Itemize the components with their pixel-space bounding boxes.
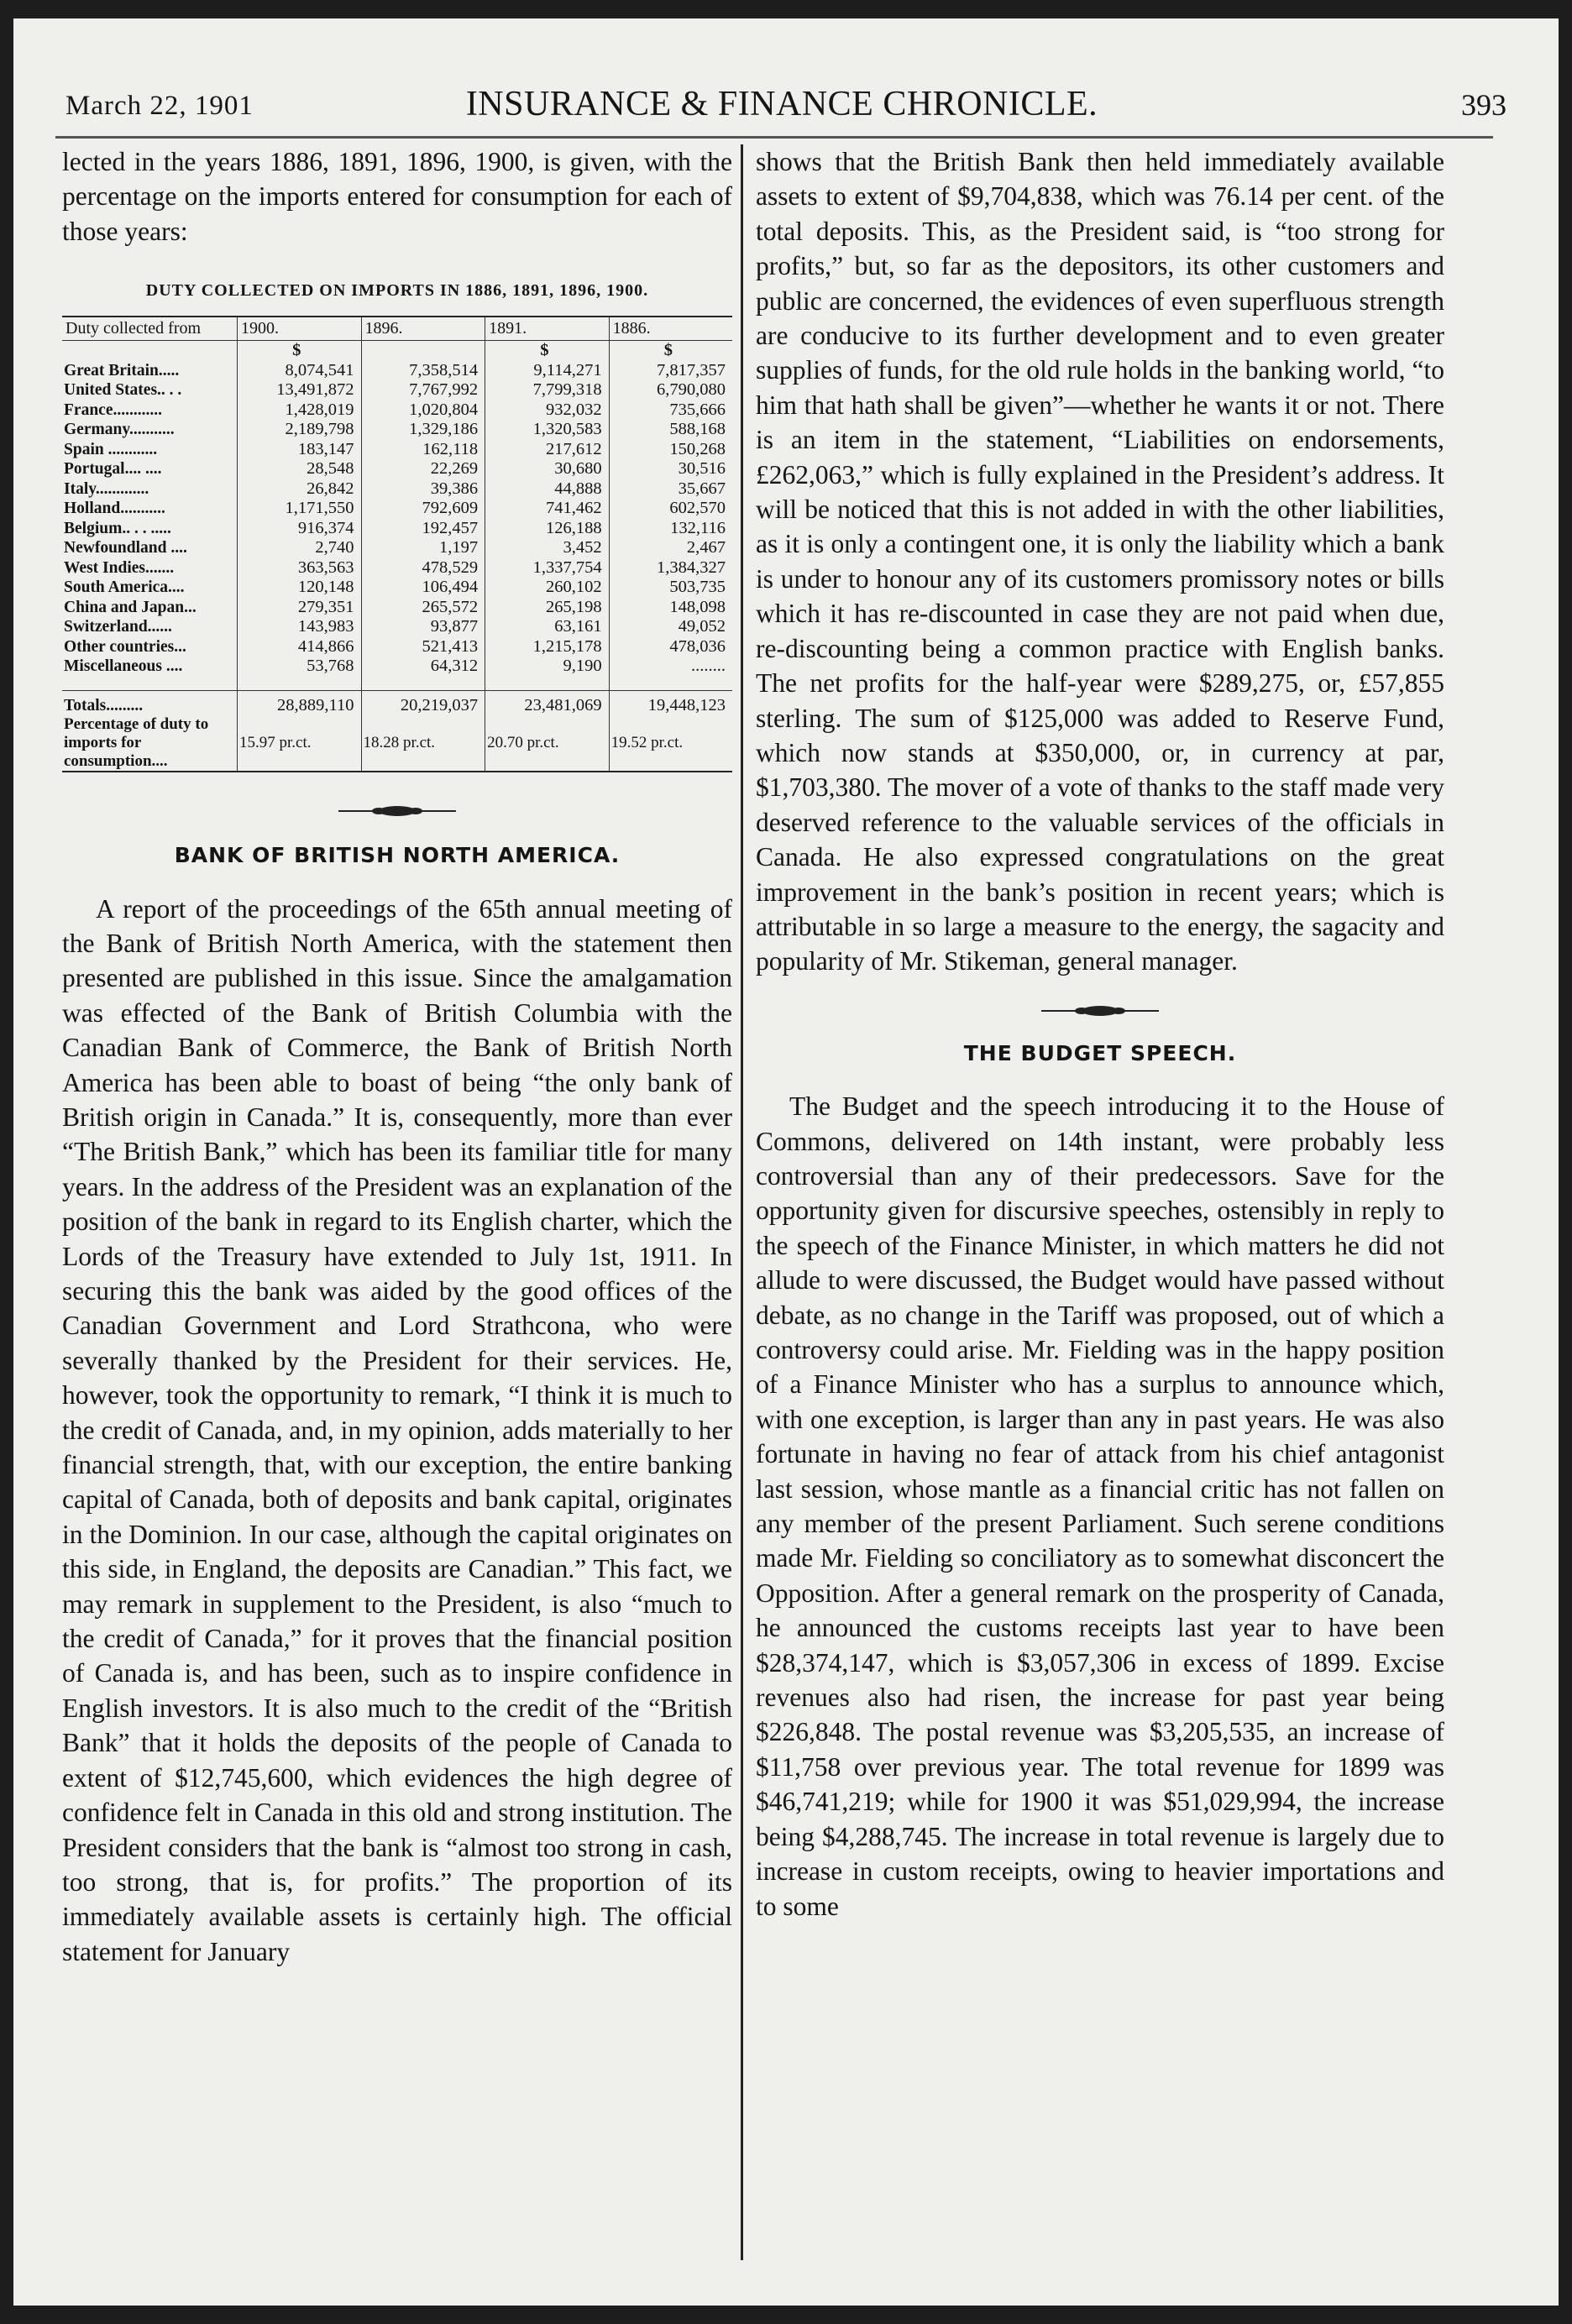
value-cell: 1,329,186 xyxy=(361,420,485,440)
table-row xyxy=(62,578,732,598)
value-cell: 265,198 xyxy=(485,598,610,618)
column-header: Duty collected from xyxy=(62,317,238,341)
value-cell: 792,609 xyxy=(361,499,485,519)
value-cell: 22,269 xyxy=(361,459,485,479)
value-cell: 19.52 pr.ct. xyxy=(609,715,732,772)
unit-cell: $ xyxy=(663,341,673,360)
table-row xyxy=(62,538,732,558)
value-cell: 64,312 xyxy=(361,657,485,677)
value-cell: 28,889,110 xyxy=(238,690,362,715)
value-cell: 23,481,069 xyxy=(485,690,610,715)
value-cell: 260,102 xyxy=(485,578,610,598)
value-cell: 916,374 xyxy=(238,519,362,539)
table-row xyxy=(62,420,732,440)
value-cell: 19,448,123 xyxy=(609,690,732,715)
value-cell: 28,548 xyxy=(238,459,362,479)
row-label: Miscellaneous .... xyxy=(62,657,238,677)
value-cell: 7,799,318 xyxy=(485,380,610,400)
table-row xyxy=(62,361,732,381)
value-cell: 120,148 xyxy=(238,578,362,598)
value-cell: 162,118 xyxy=(361,440,485,460)
table-row xyxy=(62,637,732,657)
row-label: Holland........... xyxy=(62,499,238,519)
page-header xyxy=(55,72,1506,133)
table-row xyxy=(62,459,732,479)
value-cell: 1,428,019 xyxy=(238,400,362,421)
value-cell: 8,074,541 xyxy=(238,361,362,381)
column-divider xyxy=(741,144,743,2260)
table-row xyxy=(62,479,732,500)
table-caption: DUTY COLLECTED ON IMPORTS IN 1886, 1891, 1896, 1900. xyxy=(145,281,649,301)
table-row xyxy=(62,657,732,677)
value-cell: 35,667 xyxy=(678,479,726,498)
row-label: France............ xyxy=(62,400,238,421)
value-cell: 1,020,804 xyxy=(361,400,485,421)
value-cell: 30,516 xyxy=(678,459,726,479)
value-cell: 1,171,550 xyxy=(238,499,362,519)
value-cell: 1,320,583 xyxy=(485,420,610,440)
value-cell: 93,877 xyxy=(361,617,485,637)
value-cell: 1,384,327 xyxy=(657,557,726,577)
value-cell: 183,147 xyxy=(238,440,362,460)
row-label: United States.. . . xyxy=(62,380,238,400)
value-cell: 106,494 xyxy=(361,578,485,598)
value-cell: 150,268 xyxy=(669,439,726,458)
row-label: Other countries... xyxy=(62,637,238,657)
table-row xyxy=(62,558,732,578)
units-row xyxy=(62,341,732,361)
value-cell: 1,197 xyxy=(361,538,485,558)
row-label: Germany........... xyxy=(62,420,238,440)
value-cell: 1,215,178 xyxy=(485,637,610,657)
value-cell: 735,666 xyxy=(669,400,726,419)
value-cell: 9,190 xyxy=(485,657,610,677)
header-rule xyxy=(55,136,1493,139)
row-label: South America.... xyxy=(62,578,238,598)
unit-cell xyxy=(361,341,485,361)
row-label: Italy............. xyxy=(62,479,238,500)
ornament-divider xyxy=(338,804,456,818)
bank-article-heading: BANK OF BRITISH NORTH AMERICA. xyxy=(174,843,621,868)
value-cell: 143,983 xyxy=(238,617,362,637)
value-cell: 63,161 xyxy=(485,617,610,637)
value-cell: 363,563 xyxy=(238,558,362,578)
left-column xyxy=(62,144,732,1969)
value-cell: 26,842 xyxy=(238,479,362,500)
value-cell: 2,740 xyxy=(238,538,362,558)
value-cell: 414,866 xyxy=(238,637,362,657)
value-cell: 44,888 xyxy=(485,479,610,500)
spacer-cell xyxy=(361,677,485,691)
value-cell: 741,462 xyxy=(485,499,610,519)
page-number: 393 xyxy=(1461,88,1506,122)
table-row xyxy=(62,598,732,618)
budget-article-body: The Budget and the speech introducing it to the House of Commons, delivered on 14th instant, were probably less controversial than any of their predecessors. Save for the opportunity given for discursive speeches, ostensibly in reply to the speech of the Finance Minister, in which matters he did not allude to were discussed, the Budget would have passed without debate, as no change in the Tariff was proposed, out of which a controversy could arise. Mr. Fielding was in the happy position of a Finance Minister who has a surplus to announce which, with one exception, is larger than any in past years. He was also fortunate in having no fear of attack from his chief antagonist last session, whose mantle as a financial critic has not fallen on any member of the present Parliament. Such serene conditions made Mr. Fielding so conciliatory as to somewhat disconcert the Opposition. After a general remark on the prosperity of Canada, he announced the customs receipts last year to have been $28,374,147, which is $3,057,306 in excess of 1899. Excise revenues also had risen, the increase for past year being $226,848. The postal revenue was $3,205,535, an increase of $11,758 over previous year. The total revenue for 1899 was $46,741,219; while for 1900 it was $51,029,994, the increase being $4,288,745. The increase in total revenue is largely due to increase in custom receipts, owing to heavier importations and to some xyxy=(756,1091,1444,1921)
row-label: Switzerland...... xyxy=(62,617,238,637)
newspaper-page xyxy=(13,18,1559,2306)
value-cell: 217,612 xyxy=(485,440,610,460)
column-header: 1886. xyxy=(609,317,732,341)
spacer-cell xyxy=(485,677,610,691)
intro-paragraph: lected in the years 1886, 1891, 1896, 1900, is given, with the percentage on the imports entered for consumption for each of those years: xyxy=(62,147,732,246)
table-body xyxy=(62,341,732,772)
unit-cell xyxy=(62,341,238,361)
value-cell: 126,188 xyxy=(485,519,610,539)
value-cell: 9,114,271 xyxy=(485,361,610,381)
column-header: 1900. xyxy=(238,317,362,341)
spacer-cell xyxy=(62,677,238,691)
value-cell: 15.97 pr.ct. xyxy=(238,715,362,772)
value-cell: 7,817,357 xyxy=(657,360,726,379)
row-label: Spain ............ xyxy=(62,440,238,460)
value-cell: 7,358,514 xyxy=(361,361,485,381)
row-label: Portugal.... .... xyxy=(62,459,238,479)
row-label: Newfoundland .... xyxy=(62,538,238,558)
row-label: Belgium.. . . ..... xyxy=(62,519,238,539)
value-cell: 18.28 pr.ct. xyxy=(361,715,485,772)
budget-article-heading: THE BUDGET SPEECH. xyxy=(963,1040,1237,1065)
table-row xyxy=(62,499,732,519)
spacer-cell xyxy=(238,677,362,691)
row-label: Percentage of duty to imports for consumption.... xyxy=(62,715,238,772)
table-row xyxy=(62,519,732,539)
value-cell: 192,457 xyxy=(361,519,485,539)
issue-date: March 22, 1901 xyxy=(66,91,254,121)
value-cell: 503,735 xyxy=(669,578,726,597)
column-header: 1896. xyxy=(361,317,485,341)
percentage-row xyxy=(62,715,732,772)
value-cell: 20.70 pr.ct. xyxy=(485,715,610,772)
right-column xyxy=(756,144,1444,1924)
value-cell: 521,413 xyxy=(361,637,485,657)
value-cell: 7,767,992 xyxy=(361,380,485,400)
bank-article-continuation: shows that the British Bank then held immediately available assets to extent of $9,704,838, which was 76.14 per cent. of the total deposits. This, as the President said, is “too strong for profits,” but, so far as the depositors, its other customers and public are concerned, the evidences of even superfluous strength are conducive to its further development and to even greater supplies of funds, for the old rule holds in the banking world, “to him that hath shall be given”—whether he wants it or not. There is an item in the statement, “Liabilities on endorsements, £262,063,” which is fully explained in the President’s address. It will be noticed that this is not added in with the other liabilities, as it is only a contingent one, it is only the liability which a bank is under to honour any of its customers promissory notes or bills which it has re-discounted in case they are not paid when due, re-discounting being a common practice with English banks. The net profits for the half-year were $289,275, or, £57,855 sterling. The sum of $125,000 was added to Reserve Fund, which now stands at $350,000, or, in currency at par, $1,703,380. The mover of a vote of thanks to the staff made very deserved reference to the valuable services of the officials in Canada. He also expressed congratulations on the great improvement in the bank’s position in recent years; which is attributable in so large a measure to the energy, the sagacity and popularity of Mr. Stikeman, general manager. xyxy=(756,147,1444,976)
table-row xyxy=(62,380,732,400)
publication-title: INSURANCE & FINANCE CHRONICLE. xyxy=(465,85,1098,123)
table-row xyxy=(62,400,732,421)
spacer-row xyxy=(62,677,732,691)
value-cell: 20,219,037 xyxy=(361,690,485,715)
value-cell: 2,467 xyxy=(686,538,726,557)
bank-article-body: A report of the proceedings of the 65th annual meeting of the Bank of British North America, with the statement then presented are published in this issue. Since the amalgamation was effected of the Bank of British Columbia with the Canadian Bank of Commerce, the Bank of British North America has been able to boast of being “the only bank of British origin in Canada.” It is, consequently, more than ever “The British Bank,” which has been its familiar title for many years. In the address of the President was an explanation of the position of the bank in regard to its English charter, which the Lords of the Treasury have extended to July 1st, 1911. In securing this the bank was aided by the good offices of the Canadian Government and Lord Strathcona, who were severally thanked by the President for their services. He, however, took the opportunity to remark, “I think it is much to the credit of Canada, and, in my opinion, adds materially to her financial strength, that, with our exception, the entire banking capital of Canada, both of deposits and bank capital, originates in the Dominion. In our case, although the capital originates on this side, in England, the deposits are Canadian.” This fact, we may remark in supplement to the President, is also “much to the credit of Canada,” for it proves that the financial position of Canada is, and has been, such as to inspire confidence in English investors. It is also much to the credit of the “British Bank” that it holds the deposits of the people of Canada to extent of $12,745,600, which evidences the high degree of confidence felt in Canada in this old and strong institution. The President considers that the bank is “almost too strong in cash, too strong, that is, for profits.” The proportion of its immediately available assets is certainly high. The official statement for January xyxy=(62,893,732,1966)
row-label: Great Britain..... xyxy=(62,361,238,381)
ornament-divider xyxy=(1041,1004,1159,1018)
value-cell: 478,529 xyxy=(361,558,485,578)
row-label: Totals......... xyxy=(62,690,238,715)
value-cell: 602,570 xyxy=(669,499,726,518)
value-cell: 932,032 xyxy=(485,400,610,421)
value-cell: 148,098 xyxy=(669,597,726,616)
value-cell: 2,189,798 xyxy=(238,420,362,440)
value-cell: 478,036 xyxy=(669,636,726,656)
value-cell: 279,351 xyxy=(238,598,362,618)
row-label: West Indies....... xyxy=(62,558,238,578)
value-cell: ........ xyxy=(691,657,726,676)
table-row xyxy=(62,617,732,637)
unit-cell: $ xyxy=(485,341,610,361)
value-cell: 3,452 xyxy=(485,538,610,558)
value-cell: 588,168 xyxy=(669,420,726,439)
value-cell: 53,768 xyxy=(238,657,362,677)
value-cell: 49,052 xyxy=(678,617,726,636)
value-cell: 13,491,872 xyxy=(238,380,362,400)
value-cell: 265,572 xyxy=(361,598,485,618)
row-label: China and Japan... xyxy=(62,598,238,618)
totals-row xyxy=(62,690,732,715)
unit-cell: $ xyxy=(238,341,362,361)
table-row xyxy=(62,440,732,460)
value-cell: 132,116 xyxy=(670,518,726,537)
value-cell: 1,337,754 xyxy=(485,558,610,578)
spacer-cell xyxy=(609,677,732,691)
column-header: 1891. xyxy=(485,317,610,341)
duty-table xyxy=(62,316,732,773)
value-cell: 39,386 xyxy=(361,479,485,500)
table-header-row xyxy=(62,317,732,341)
value-cell: 30,680 xyxy=(485,459,610,479)
value-cell: 6,790,080 xyxy=(657,380,726,400)
